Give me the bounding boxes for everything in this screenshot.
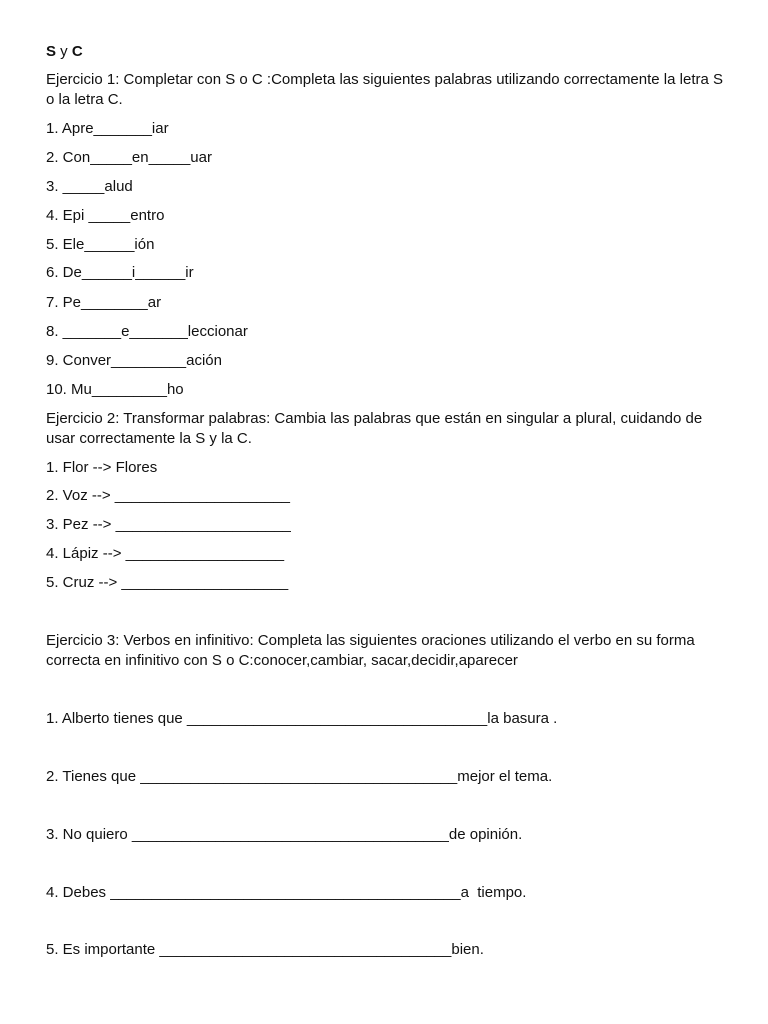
exercise-2-item: 1. Flor --> Flores	[46, 459, 158, 476]
exercise-1-heading: Ejercicio 1: Completar con S o C :Completa las siguientes palabras utilizando correctamente la letra S o la letra C.	[46, 71, 723, 108]
exercise-2-item: 3. Pez --> _____________________	[46, 516, 291, 533]
exercise-3-item: 2. Tienes que ______________________________________mejor el tema.	[46, 768, 553, 785]
exercise-2-item: 4. Lápiz --> ___________________	[46, 545, 285, 562]
exercise-3-item: 5. Es importante ___________________________________bien.	[46, 941, 484, 958]
exercise-2-item: 2. Voz --> _____________________	[46, 487, 290, 504]
exercise-1-item: 9. Conver_________ación	[46, 352, 222, 369]
page-title	[46, 42, 83, 62]
exercise-1-item: 7. Pe________ar	[46, 294, 162, 311]
exercise-3-item: 1. Alberto tienes que ____________________________________la basura .	[46, 710, 558, 727]
exercise-1-item: 4. Epi _____entro	[46, 207, 165, 224]
exercise-1-item: 2. Con_____en_____uar	[46, 149, 212, 166]
exercise-1-item: 1. Apre_______iar	[46, 120, 169, 137]
exercise-1-item: 10. Mu_________ho	[46, 381, 184, 398]
exercise-1-item: 6. De______i______ir	[46, 264, 194, 281]
title-s: S	[46, 43, 57, 60]
worksheet-page	[46, 0, 736, 1024]
title-c: C	[71, 43, 83, 60]
title-y: y	[56, 43, 72, 60]
exercise-2-heading: Ejercicio 2: Transformar palabras: Cambia las palabras que están en singular a plural, cuidando de usar correctamente la S y la C.	[46, 410, 703, 447]
exercise-1-item: 3. _____alud	[46, 178, 133, 195]
exercise-1-item: 5. Ele______ión	[46, 236, 155, 253]
exercise-2-item: 5. Cruz --> ____________________	[46, 574, 289, 591]
exercise-3-item: 4. Debes __________________________________________a tiempo.	[46, 884, 527, 901]
exercise-3-heading: Ejercicio 3: Verbos en infinitivo: Completa las siguientes oraciones utilizando el verbo en su forma correcta en infinitivo con S o C:conocer,cambiar, sacar,decidir,aparecer	[46, 632, 695, 669]
exercise-3-item: 3. No quiero ______________________________________de opinión.	[46, 826, 523, 843]
exercise-1-item: 8. _______e_______leccionar	[46, 323, 248, 340]
